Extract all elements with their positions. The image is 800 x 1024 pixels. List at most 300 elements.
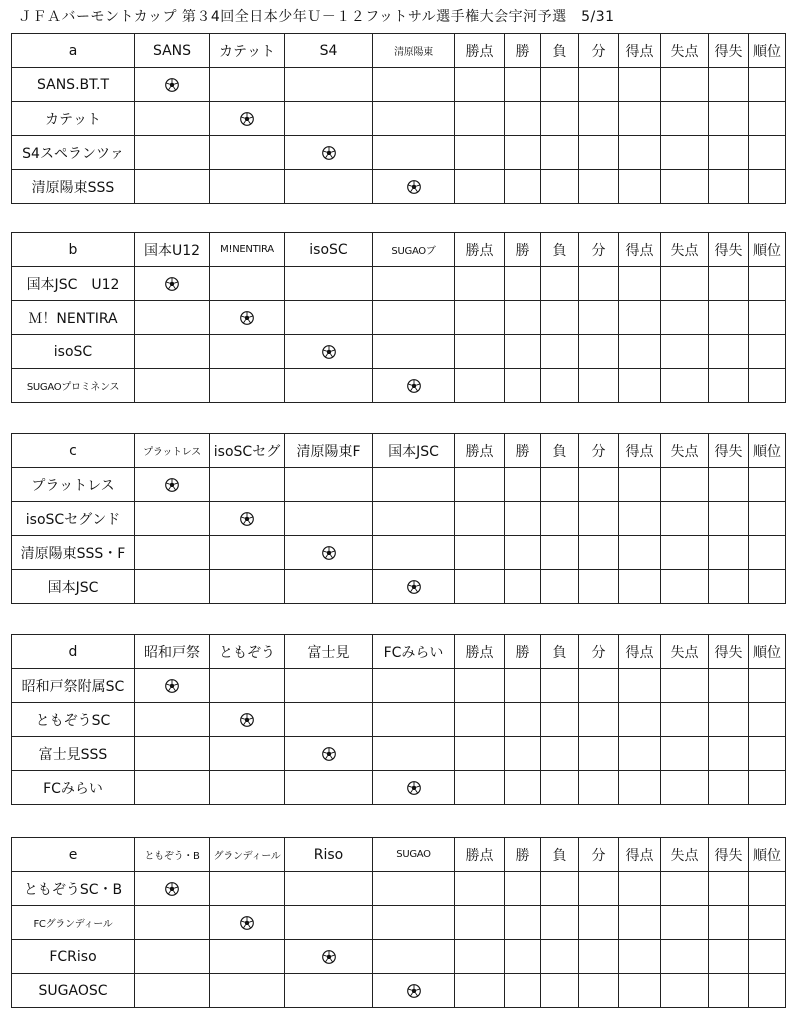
stat-cell [749,136,786,170]
stat-cell [619,940,661,974]
match-result-cell [285,102,373,136]
soccer-ball-icon [322,747,336,761]
stat-column-header: 負 [541,434,579,468]
match-result-cell [285,703,373,737]
stat-column-header: 負 [541,838,579,872]
stat-column-header: 順位 [749,34,786,68]
match-result-cell [135,102,210,136]
match-result-cell [373,737,455,771]
stat-cell [579,170,619,204]
stat-cell [455,703,505,737]
table-row [12,68,786,102]
soccer-ball-icon [240,112,254,126]
opponent-column-header: 国本JSC [373,434,455,468]
stat-cell [541,703,579,737]
match-result-cell [210,771,285,805]
match-result-cell [135,502,210,536]
stat-cell [541,974,579,1008]
stat-cell [579,301,619,335]
stat-cell [579,369,619,403]
soccer-ball-icon [407,781,421,795]
stat-cell [709,906,749,940]
team-name: ともぞうSC [12,703,135,737]
stat-cell [455,737,505,771]
stat-column-header: 失点 [661,233,709,267]
stat-cell [455,301,505,335]
self-match-cell [135,669,210,703]
stat-cell [619,570,661,604]
opponent-column-header: M!NENTIRA [210,233,285,267]
stat-cell [505,102,541,136]
opponent-column-header: isoSCセグ [210,434,285,468]
group-label: a [12,34,135,68]
stat-cell [709,536,749,570]
stat-cell [709,570,749,604]
stat-cell [709,335,749,369]
match-result-cell [285,974,373,1008]
stat-column-header: 勝 [505,635,541,669]
soccer-ball-icon [240,512,254,526]
stat-column-header: 分 [579,838,619,872]
stat-cell [619,102,661,136]
stat-cell [541,102,579,136]
stat-cell [579,102,619,136]
stat-cell [455,369,505,403]
stat-cell [579,468,619,502]
stat-cell [709,301,749,335]
header-row [12,233,786,267]
stat-cell [455,335,505,369]
self-match-cell [285,136,373,170]
stat-cell [709,737,749,771]
stat-cell [455,68,505,102]
stat-cell [709,68,749,102]
match-result-cell [373,335,455,369]
match-result-cell [210,335,285,369]
opponent-column-header: カテット [210,34,285,68]
stat-column-header: 得点 [619,434,661,468]
opponent-column-header: FCみらい [373,635,455,669]
stat-cell [749,703,786,737]
match-result-cell [210,737,285,771]
match-result-cell [210,872,285,906]
table-row [12,136,786,170]
stat-cell [709,170,749,204]
soccer-ball-icon [240,713,254,727]
stat-cell [619,335,661,369]
table-row [12,267,786,301]
stat-cell [541,771,579,805]
match-result-cell [373,102,455,136]
match-result-cell [285,301,373,335]
match-result-cell [373,906,455,940]
opponent-column-header: Riso [285,838,373,872]
stat-column-header: 順位 [749,434,786,468]
stat-cell [619,536,661,570]
match-result-cell [135,974,210,1008]
stat-cell [661,703,709,737]
stat-cell [709,102,749,136]
team-name: Ｍ！NENTIRA [12,301,135,335]
match-result-cell [285,369,373,403]
stat-cell [619,68,661,102]
stat-column-header: 勝 [505,233,541,267]
self-match-cell [285,737,373,771]
stat-cell [455,536,505,570]
match-result-cell [373,872,455,906]
stat-cell [579,536,619,570]
team-name: FCRiso [12,940,135,974]
stat-column-header: 勝点 [455,34,505,68]
stat-cell [541,301,579,335]
group-label: d [12,635,135,669]
stat-column-header: 順位 [749,635,786,669]
stat-cell [709,502,749,536]
stat-cell [505,369,541,403]
stat-cell [661,502,709,536]
soccer-ball-icon [322,546,336,560]
opponent-column-header: ともぞう・B [135,838,210,872]
stat-cell [619,267,661,301]
self-match-cell [285,940,373,974]
stat-cell [619,974,661,1008]
table-row [12,170,786,204]
match-result-cell [285,771,373,805]
match-result-cell [373,301,455,335]
stat-cell [709,669,749,703]
stat-cell [619,771,661,805]
stat-cell [455,170,505,204]
stat-cell [661,369,709,403]
opponent-column-header: isoSC [285,233,373,267]
stat-cell [749,170,786,204]
match-result-cell [285,906,373,940]
table-row [12,468,786,502]
table-row [12,301,786,335]
stat-cell [661,974,709,1008]
stat-column-header: 得点 [619,34,661,68]
stat-cell [541,267,579,301]
match-result-cell [210,136,285,170]
stat-cell [455,669,505,703]
soccer-ball-icon [407,984,421,998]
self-match-cell [210,906,285,940]
stat-cell [505,335,541,369]
table-row [12,737,786,771]
team-name: プラットレス [12,468,135,502]
stat-cell [619,301,661,335]
stat-cell [661,536,709,570]
soccer-ball-icon [322,950,336,964]
match-result-cell [135,536,210,570]
stat-cell [505,468,541,502]
stat-column-header: 勝点 [455,434,505,468]
match-result-cell [285,170,373,204]
stat-cell [619,906,661,940]
team-name: 国本JSC U12 [12,267,135,301]
page-title: ＪＦＡバーモントカップ 第３4回全日本少年Ｕ－１２フットサル選手権大会宇河予選 5/31 [18,9,615,25]
stat-cell [749,468,786,502]
match-result-cell [373,468,455,502]
self-match-cell [135,267,210,301]
stat-cell [749,737,786,771]
match-result-cell [373,536,455,570]
match-result-cell [210,974,285,1008]
team-name: isoSCセグンド [12,502,135,536]
opponent-column-header: S4 [285,34,373,68]
stat-cell [749,771,786,805]
stat-cell [505,170,541,204]
opponent-column-header: 富士見 [285,635,373,669]
team-name: 富士見SSS [12,737,135,771]
stat-column-header: 分 [579,233,619,267]
soccer-ball-icon [240,311,254,325]
match-result-cell [135,737,210,771]
self-match-cell [373,974,455,1008]
stat-cell [749,369,786,403]
match-result-cell [285,669,373,703]
table-row [12,974,786,1008]
stat-column-header: 負 [541,34,579,68]
match-result-cell [373,68,455,102]
stat-cell [661,102,709,136]
stat-cell [541,502,579,536]
stat-cell [455,267,505,301]
table-row [12,872,786,906]
stat-cell [505,301,541,335]
stat-cell [579,267,619,301]
soccer-ball-icon [407,180,421,194]
table-row [12,940,786,974]
stat-cell [579,771,619,805]
match-result-cell [135,906,210,940]
stat-cell [541,335,579,369]
stat-cell [619,872,661,906]
stat-cell [579,136,619,170]
stat-cell [505,267,541,301]
soccer-ball-icon [165,882,179,896]
self-match-cell [373,170,455,204]
table-row [12,335,786,369]
stat-cell [661,940,709,974]
soccer-ball-icon [240,916,254,930]
self-match-cell [210,502,285,536]
group-label: e [12,838,135,872]
stat-column-header: 失点 [661,838,709,872]
opponent-column-header: プラットレス [135,434,210,468]
opponent-column-header: SANS [135,34,210,68]
stat-cell [455,570,505,604]
stat-cell [579,502,619,536]
stat-cell [455,872,505,906]
stat-cell [541,940,579,974]
stat-cell [661,335,709,369]
stat-cell [619,369,661,403]
group-table-a [11,33,786,204]
stat-cell [661,737,709,771]
opponent-column-header: グランディール [210,838,285,872]
stat-cell [749,974,786,1008]
match-result-cell [135,301,210,335]
stat-cell [505,974,541,1008]
stat-cell [541,669,579,703]
match-result-cell [373,267,455,301]
team-name: 清原陽東SSS [12,170,135,204]
match-result-cell [210,940,285,974]
stat-cell [661,301,709,335]
stat-column-header: 得点 [619,233,661,267]
stat-column-header: 得点 [619,838,661,872]
match-result-cell [210,267,285,301]
soccer-ball-icon [165,478,179,492]
header-row [12,838,786,872]
match-result-cell [135,771,210,805]
stat-cell [505,502,541,536]
group-table-e [11,837,786,1008]
self-match-cell [135,468,210,502]
stat-cell [749,669,786,703]
table-row [12,906,786,940]
opponent-column-header: 清原陽東 [373,34,455,68]
stat-cell [749,335,786,369]
stat-cell [749,267,786,301]
stat-column-header: 勝点 [455,233,505,267]
stat-column-header: 得失 [709,34,749,68]
opponent-column-header: 国本U12 [135,233,210,267]
stat-cell [579,974,619,1008]
stat-cell [505,703,541,737]
opponent-column-header: ともぞう [210,635,285,669]
match-result-cell [285,267,373,301]
stat-cell [749,301,786,335]
stat-column-header: 失点 [661,635,709,669]
stat-cell [661,170,709,204]
stat-cell [619,737,661,771]
soccer-ball-icon [165,78,179,92]
stat-cell [541,906,579,940]
match-result-cell [135,570,210,604]
stat-cell [579,68,619,102]
table-row [12,502,786,536]
stat-column-header: 得点 [619,635,661,669]
match-result-cell [285,68,373,102]
team-name: 清原陽東SSS・F [12,536,135,570]
stat-cell [455,468,505,502]
self-match-cell [210,301,285,335]
stat-cell [541,737,579,771]
stat-cell [505,737,541,771]
stat-cell [749,68,786,102]
table-row [12,703,786,737]
match-result-cell [285,872,373,906]
header-row [12,635,786,669]
soccer-ball-icon [165,679,179,693]
match-result-cell [135,703,210,737]
team-name: SANS.BT.T [12,68,135,102]
stat-cell [505,940,541,974]
self-match-cell [373,369,455,403]
stat-column-header: 勝 [505,34,541,68]
match-result-cell [373,703,455,737]
stat-cell [579,703,619,737]
group-label: b [12,233,135,267]
group-label: c [12,434,135,468]
match-result-cell [373,669,455,703]
stat-cell [579,906,619,940]
stat-cell [749,872,786,906]
stat-cell [619,703,661,737]
match-result-cell [210,468,285,502]
stat-cell [505,536,541,570]
match-result-cell [135,335,210,369]
match-result-cell [373,940,455,974]
stat-column-header: 失点 [661,434,709,468]
stat-cell [749,536,786,570]
match-result-cell [373,136,455,170]
stat-cell [505,136,541,170]
stat-cell [541,570,579,604]
stat-cell [505,771,541,805]
self-match-cell [135,872,210,906]
opponent-column-header: SUGAO [373,838,455,872]
stat-column-header: 得失 [709,635,749,669]
stat-column-header: 勝点 [455,838,505,872]
self-match-cell [210,102,285,136]
self-match-cell [285,335,373,369]
self-match-cell [373,570,455,604]
stat-column-header: 分 [579,434,619,468]
stat-column-header: 得失 [709,838,749,872]
stat-cell [661,468,709,502]
stat-cell [619,468,661,502]
stat-cell [619,136,661,170]
match-result-cell [285,502,373,536]
stat-cell [455,136,505,170]
stat-cell [505,669,541,703]
stat-cell [579,872,619,906]
team-name: SUGAOプロミネンス [12,369,135,403]
stat-cell [749,570,786,604]
match-result-cell [210,369,285,403]
stat-cell [661,68,709,102]
header-row [12,434,786,468]
stat-cell [579,737,619,771]
stat-column-header: 順位 [749,233,786,267]
header-row [12,34,786,68]
stat-cell [661,906,709,940]
table-row [12,369,786,403]
opponent-column-header: 昭和戸祭 [135,635,210,669]
soccer-ball-icon [407,379,421,393]
match-result-cell [135,170,210,204]
stat-cell [619,170,661,204]
team-name: S4スペランツァ [12,136,135,170]
team-name: SUGAOSC [12,974,135,1008]
stat-cell [541,468,579,502]
stat-cell [455,974,505,1008]
stat-cell [709,974,749,1008]
team-name: FCグランディール [12,906,135,940]
table-row [12,669,786,703]
stat-column-header: 得失 [709,233,749,267]
stat-cell [541,170,579,204]
stat-cell [661,267,709,301]
stat-cell [709,267,749,301]
stat-cell [661,570,709,604]
stat-cell [579,335,619,369]
match-result-cell [135,369,210,403]
stat-cell [541,536,579,570]
